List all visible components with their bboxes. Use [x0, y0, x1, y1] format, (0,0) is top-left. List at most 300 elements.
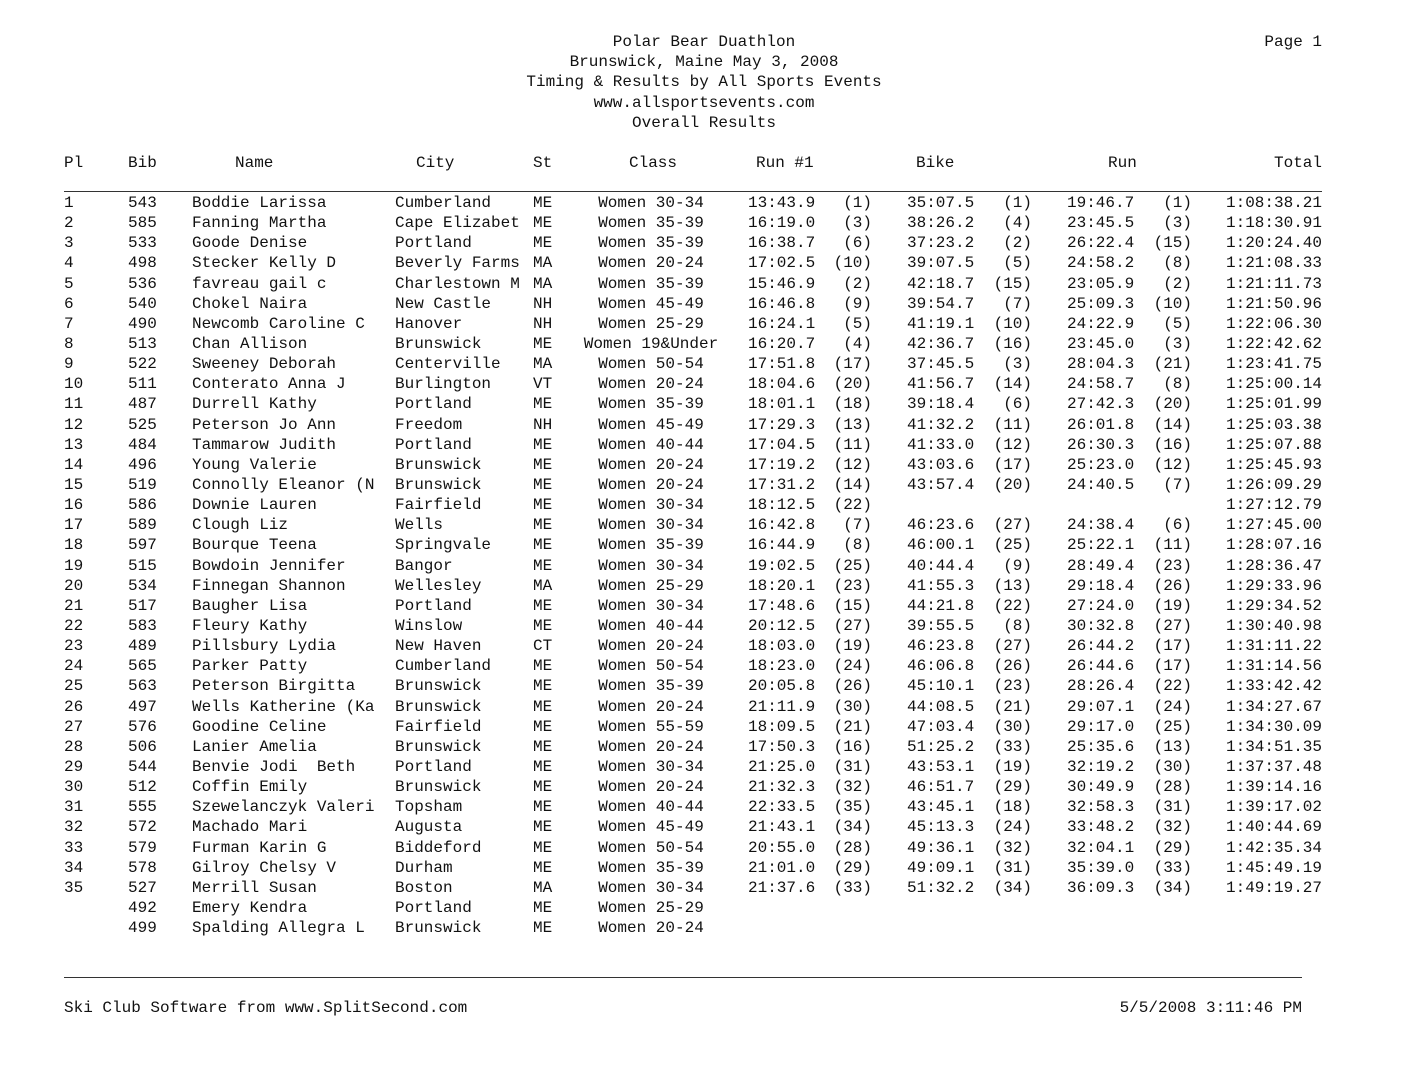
class-cell: Women 20-24 — [598, 697, 704, 716]
total-time-cell: 1:27:45.00 — [1225, 516, 1322, 535]
bike-rank-cell: (29) — [993, 778, 1032, 797]
run-rank-cell: (22) — [1153, 677, 1192, 696]
header-divider — [64, 191, 1322, 192]
total-time-cell: 1:08:38.21 — [1225, 194, 1322, 212]
timing-website: www.allsportsevents.com — [593, 93, 815, 112]
run1-time-cell: 20:05.8 — [748, 677, 816, 696]
results-table — [0, 193, 1408, 938]
total-time-cell: 1:25:45.93 — [1225, 455, 1322, 474]
total-time-cell: 1:21:11.73 — [1225, 274, 1322, 293]
bib-cell: 513 — [128, 334, 157, 353]
bike-rank-cell: (12) — [993, 435, 1032, 454]
bike-rank-cell: (2) — [1003, 234, 1032, 253]
run-time-cell: 32:19.2 — [1067, 757, 1135, 776]
state-cell: ME — [533, 677, 553, 696]
col-header-bib: Bib — [128, 154, 157, 172]
run-time-cell: 25:35.6 — [1067, 737, 1135, 756]
place-cell: 6 — [64, 294, 74, 313]
bike-time-cell: 41:56.7 — [907, 375, 975, 394]
run1-time-cell: 16:38.7 — [748, 234, 816, 253]
name-cell: Baugher Lisa — [192, 596, 308, 615]
bib-cell: 498 — [128, 254, 157, 273]
run1-time-cell: 18:12.5 — [748, 496, 816, 515]
run-rank-cell: (13) — [1153, 737, 1192, 756]
run1-time-cell: 17:50.3 — [748, 737, 816, 756]
name-cell: Lanier Amelia — [192, 737, 317, 756]
run-rank-cell: (2) — [1163, 274, 1192, 293]
city-cell: Cape Elizabet — [395, 214, 520, 233]
run-time-cell: 26:22.4 — [1067, 234, 1135, 253]
bike-rank-cell: (21) — [993, 697, 1032, 716]
run1-time-cell: 17:19.2 — [748, 455, 816, 474]
bib-cell: 543 — [128, 194, 157, 212]
run-time-cell: 24:58.2 — [1067, 254, 1135, 273]
table-row — [0, 354, 1408, 374]
bib-cell: 512 — [128, 778, 157, 797]
col-header-class: Class — [629, 154, 678, 172]
state-cell: ME — [533, 737, 553, 756]
run1-rank-cell: (18) — [833, 395, 872, 414]
run1-rank-cell: (10) — [833, 254, 872, 273]
place-cell: 7 — [64, 314, 74, 333]
run1-time-cell: 17:29.3 — [748, 415, 816, 434]
run-time-cell: 23:45.0 — [1067, 334, 1135, 353]
run1-time-cell: 20:12.5 — [748, 616, 816, 635]
table-row — [0, 838, 1408, 858]
table-row — [0, 616, 1408, 636]
run1-time-cell: 15:46.9 — [748, 274, 816, 293]
total-time-cell: 1:28:36.47 — [1225, 556, 1322, 575]
place-cell: 18 — [64, 536, 84, 555]
state-cell: ME — [533, 435, 553, 454]
name-cell: Machado Mari — [192, 818, 308, 837]
name-cell: Gilroy Chelsy V — [192, 858, 337, 877]
table-row — [0, 737, 1408, 757]
bike-time-cell: 43:03.6 — [907, 455, 975, 474]
bib-cell: 585 — [128, 214, 157, 233]
place-cell: 19 — [64, 556, 84, 575]
total-time-cell: 1:42:35.34 — [1225, 838, 1322, 857]
column-headers — [0, 153, 1408, 174]
run1-rank-cell: (33) — [833, 878, 872, 897]
run1-time-cell: 16:42.8 — [748, 516, 816, 535]
city-cell: Topsham — [395, 798, 463, 817]
run-time-cell: 26:44.2 — [1067, 637, 1135, 656]
place-cell: 33 — [64, 838, 84, 857]
run1-rank-cell: (31) — [833, 757, 872, 776]
bike-rank-cell: (5) — [1003, 254, 1032, 273]
run1-time-cell: 13:43.9 — [748, 194, 816, 212]
run-time-cell: 36:09.3 — [1067, 878, 1135, 897]
timing-credit: Timing & Results by All Sports Events — [526, 73, 882, 92]
run-rank-cell: (3) — [1163, 334, 1192, 353]
table-row — [0, 394, 1408, 414]
class-cell: Women 35-39 — [598, 536, 704, 555]
run1-rank-cell: (13) — [833, 415, 872, 434]
run1-rank-cell: (29) — [833, 858, 872, 877]
footer-divider — [64, 977, 1302, 978]
class-cell: Women 20-24 — [598, 778, 704, 797]
bib-cell: 496 — [128, 455, 157, 474]
run-time-cell: 28:04.3 — [1067, 355, 1135, 374]
bike-time-cell: 42:36.7 — [907, 334, 975, 353]
run-rank-cell: (14) — [1153, 415, 1192, 434]
run1-time-cell: 21:43.1 — [748, 818, 816, 837]
state-cell: ME — [533, 516, 553, 535]
run1-rank-cell: (30) — [833, 697, 872, 716]
class-cell: Women 25-29 — [598, 314, 704, 333]
run1-time-cell: 16:44.9 — [748, 536, 816, 555]
table-row — [0, 777, 1408, 797]
run1-rank-cell: (21) — [833, 717, 872, 736]
place-cell: 27 — [64, 717, 84, 736]
class-cell: Women 19&Under — [583, 334, 719, 353]
bike-rank-cell: (34) — [993, 878, 1032, 897]
bike-rank-cell: (27) — [993, 637, 1032, 656]
bike-rank-cell: (8) — [1003, 616, 1032, 635]
city-cell: Portland — [395, 757, 472, 776]
name-cell: Spalding Allegra L — [192, 919, 365, 938]
run-time-cell: 19:46.7 — [1067, 194, 1135, 212]
bike-time-cell: 39:54.7 — [907, 294, 975, 313]
city-cell: Portland — [395, 435, 472, 454]
bib-cell: 563 — [128, 677, 157, 696]
name-cell: Peterson Jo Ann — [192, 415, 337, 434]
state-cell: CT — [533, 637, 553, 656]
run1-rank-cell: (11) — [833, 435, 872, 454]
report-subtitle: Overall Results — [631, 113, 777, 132]
bike-rank-cell: (23) — [993, 677, 1032, 696]
total-time-cell: 1:23:41.75 — [1225, 355, 1322, 374]
run-rank-cell: (8) — [1163, 375, 1192, 394]
run1-time-cell: 21:25.0 — [748, 757, 816, 776]
state-cell: ME — [533, 214, 553, 233]
name-cell: Sweeney Deborah — [192, 355, 337, 374]
bib-cell: 527 — [128, 878, 157, 897]
name-cell: favreau gail c — [192, 274, 327, 293]
run1-time-cell: 20:55.0 — [748, 838, 816, 857]
name-cell: Chokel Naira — [192, 294, 308, 313]
bike-time-cell: 38:26.2 — [907, 214, 975, 233]
place-cell: 4 — [64, 254, 74, 273]
bib-cell: 536 — [128, 274, 157, 293]
place-cell: 22 — [64, 616, 84, 635]
state-cell: ME — [533, 616, 553, 635]
total-time-cell: 1:39:17.02 — [1225, 798, 1322, 817]
name-cell: Newcomb Caroline C — [192, 314, 365, 333]
place-cell: 14 — [64, 455, 84, 474]
run-rank-cell: (20) — [1153, 395, 1192, 414]
run1-rank-cell: (20) — [833, 375, 872, 394]
run1-time-cell: 16:46.8 — [748, 294, 816, 313]
city-cell: Portland — [395, 596, 472, 615]
class-cell: Women 20-24 — [598, 737, 704, 756]
state-cell: ME — [533, 496, 553, 515]
bike-rank-cell: (9) — [1003, 556, 1032, 575]
city-cell: Cumberland — [395, 657, 492, 676]
city-cell: Burlington — [395, 375, 492, 394]
city-cell: Cumberland — [395, 194, 492, 212]
bike-time-cell: 51:25.2 — [907, 737, 975, 756]
name-cell: Tammarow Judith — [192, 435, 337, 454]
bike-rank-cell: (3) — [1003, 355, 1032, 374]
bike-time-cell: 46:51.7 — [907, 778, 975, 797]
run-rank-cell: (7) — [1163, 475, 1192, 494]
place-cell: 35 — [64, 878, 84, 897]
total-time-cell: 1:40:44.69 — [1225, 818, 1322, 837]
name-cell: Pillsbury Lydia — [192, 637, 337, 656]
bike-time-cell: 43:45.1 — [907, 798, 975, 817]
report-header — [0, 32, 1408, 133]
run1-rank-cell: (2) — [843, 274, 872, 293]
bike-rank-cell: (13) — [993, 576, 1032, 595]
place-cell: 1 — [64, 194, 74, 212]
place-cell: 29 — [64, 757, 84, 776]
class-cell: Women 20-24 — [598, 375, 704, 394]
run1-rank-cell: (28) — [833, 838, 872, 857]
bib-cell: 525 — [128, 415, 157, 434]
run1-rank-cell: (1) — [843, 194, 872, 212]
table-row — [0, 334, 1408, 354]
city-cell: Brunswick — [395, 697, 482, 716]
state-cell: ME — [533, 475, 553, 494]
bib-cell: 484 — [128, 435, 157, 454]
bike-time-cell: 44:08.5 — [907, 697, 975, 716]
total-time-cell: 1:25:03.38 — [1225, 415, 1322, 434]
name-cell: Chan Allison — [192, 334, 308, 353]
bike-time-cell: 46:23.8 — [907, 637, 975, 656]
run1-rank-cell: (14) — [833, 475, 872, 494]
total-time-cell: 1:31:11.22 — [1225, 637, 1322, 656]
table-row — [0, 233, 1408, 253]
run-rank-cell: (19) — [1153, 596, 1192, 615]
class-cell: Women 30-34 — [598, 878, 704, 897]
bike-rank-cell: (4) — [1003, 214, 1032, 233]
total-time-cell: 1:34:30.09 — [1225, 717, 1322, 736]
name-cell: Boddie Larissa — [192, 194, 327, 212]
total-time-cell: 1:22:06.30 — [1225, 314, 1322, 333]
table-row — [0, 636, 1408, 656]
city-cell: Bangor — [395, 556, 453, 575]
class-cell: Women 20-24 — [598, 254, 704, 273]
run1-rank-cell: (16) — [833, 737, 872, 756]
table-row — [0, 455, 1408, 475]
bike-time-cell: 43:57.4 — [907, 475, 975, 494]
name-cell: Young Valerie — [192, 455, 317, 474]
bib-cell: 589 — [128, 516, 157, 535]
class-cell: Women 30-34 — [598, 596, 704, 615]
run1-time-cell: 21:11.9 — [748, 697, 816, 716]
bib-cell: 540 — [128, 294, 157, 313]
bike-time-cell: 41:55.3 — [907, 576, 975, 595]
bike-rank-cell: (20) — [993, 475, 1032, 494]
run-time-cell: 25:23.0 — [1067, 455, 1135, 474]
bike-rank-cell: (16) — [993, 334, 1032, 353]
bike-rank-cell: (11) — [993, 415, 1032, 434]
bike-rank-cell: (15) — [993, 274, 1032, 293]
bib-cell: 578 — [128, 858, 157, 877]
run1-time-cell: 17:02.5 — [748, 254, 816, 273]
place-cell: 12 — [64, 415, 84, 434]
total-time-cell: 1:33:42.42 — [1225, 677, 1322, 696]
state-cell: ME — [533, 798, 553, 817]
class-cell: Women 30-34 — [598, 516, 704, 535]
bike-time-cell: 39:07.5 — [907, 254, 975, 273]
run1-rank-cell: (19) — [833, 637, 872, 656]
bike-rank-cell: (22) — [993, 596, 1032, 615]
run-time-cell: 24:58.7 — [1067, 375, 1135, 394]
run1-rank-cell: (7) — [843, 516, 872, 535]
bib-cell: 597 — [128, 536, 157, 555]
state-cell: NH — [533, 314, 553, 333]
place-cell: 32 — [64, 818, 84, 837]
table-row — [0, 415, 1408, 435]
place-cell: 31 — [64, 798, 84, 817]
run1-rank-cell: (3) — [843, 214, 872, 233]
total-time-cell: 1:31:14.56 — [1225, 657, 1322, 676]
run-rank-cell: (11) — [1153, 536, 1192, 555]
name-cell: Peterson Birgitta — [192, 677, 356, 696]
state-cell: MA — [533, 274, 553, 293]
total-time-cell: 1:26:09.29 — [1225, 475, 1322, 494]
run-time-cell: 35:39.0 — [1067, 858, 1135, 877]
city-cell: Brunswick — [395, 919, 482, 938]
bib-cell: 511 — [128, 375, 157, 394]
state-cell: ME — [533, 334, 553, 353]
state-cell: ME — [533, 556, 553, 575]
bike-time-cell: 39:18.4 — [907, 395, 975, 414]
run-time-cell: 23:45.5 — [1067, 214, 1135, 233]
run-time-cell: 29:18.4 — [1067, 576, 1135, 595]
run-rank-cell: (29) — [1153, 838, 1192, 857]
total-time-cell: 1:29:34.52 — [1225, 596, 1322, 615]
run-rank-cell: (17) — [1153, 657, 1192, 676]
col-header-bike: Bike — [916, 154, 955, 172]
table-row — [0, 757, 1408, 777]
table-row — [0, 556, 1408, 576]
bib-cell: 487 — [128, 395, 157, 414]
total-time-cell: 1:25:00.14 — [1225, 375, 1322, 394]
run1-rank-cell: (5) — [843, 314, 872, 333]
total-time-cell: 1:29:33.96 — [1225, 576, 1322, 595]
page-number: Page 1 — [1264, 33, 1322, 51]
total-time-cell: 1:37:37.48 — [1225, 757, 1322, 776]
state-cell: MA — [533, 254, 553, 273]
place-cell: 17 — [64, 516, 84, 535]
run-time-cell: 27:24.0 — [1067, 596, 1135, 615]
run1-rank-cell: (8) — [843, 536, 872, 555]
total-time-cell: 1:21:08.33 — [1225, 254, 1322, 273]
run1-time-cell: 17:31.2 — [748, 475, 816, 494]
run-time-cell: 24:38.4 — [1067, 516, 1135, 535]
place-cell: 9 — [64, 355, 74, 374]
class-cell: Women 20-24 — [598, 637, 704, 656]
run1-rank-cell: (17) — [833, 355, 872, 374]
run1-time-cell: 16:19.0 — [748, 214, 816, 233]
class-cell: Women 25-29 — [598, 898, 704, 917]
name-cell: Goodine Celine — [192, 717, 327, 736]
city-cell: Brunswick — [395, 677, 482, 696]
table-row — [0, 294, 1408, 314]
state-cell: NH — [533, 415, 553, 434]
run-rank-cell: (17) — [1153, 637, 1192, 656]
col-header-total: Total — [1273, 154, 1322, 172]
state-cell: ME — [533, 858, 553, 877]
table-row — [0, 253, 1408, 273]
bib-cell: 497 — [128, 697, 157, 716]
place-cell: 2 — [64, 214, 74, 233]
name-cell: Connolly Eleanor (N — [192, 475, 375, 494]
bike-time-cell: 43:53.1 — [907, 757, 975, 776]
run1-rank-cell: (27) — [833, 616, 872, 635]
run1-time-cell: 19:02.5 — [748, 556, 816, 575]
bike-time-cell: 46:23.6 — [907, 516, 975, 535]
run-rank-cell: (3) — [1163, 214, 1192, 233]
run-rank-cell: (23) — [1153, 556, 1192, 575]
run-time-cell: 26:01.8 — [1067, 415, 1135, 434]
state-cell: ME — [533, 657, 553, 676]
state-cell: MA — [533, 878, 553, 897]
run-time-cell: 30:32.8 — [1067, 616, 1135, 635]
run1-time-cell: 21:01.0 — [748, 858, 816, 877]
total-time-cell: 1:34:51.35 — [1225, 737, 1322, 756]
name-cell: Fanning Martha — [192, 214, 327, 233]
table-row — [0, 656, 1408, 676]
place-cell: 20 — [64, 576, 84, 595]
state-cell: MA — [533, 576, 553, 595]
run1-time-cell: 21:37.6 — [748, 878, 816, 897]
bike-rank-cell: (10) — [993, 314, 1032, 333]
run-rank-cell: (15) — [1153, 234, 1192, 253]
class-cell: Women 30-34 — [598, 194, 704, 212]
city-cell: Freedom — [395, 415, 463, 434]
run-time-cell: 33:48.2 — [1067, 818, 1135, 837]
run-rank-cell: (27) — [1153, 616, 1192, 635]
bike-rank-cell: (14) — [993, 375, 1032, 394]
bike-rank-cell: (6) — [1003, 395, 1032, 414]
total-time-cell: 1:21:50.96 — [1225, 294, 1322, 313]
bib-cell: 576 — [128, 717, 157, 736]
table-row — [0, 495, 1408, 515]
class-cell: Women 30-34 — [598, 757, 704, 776]
total-time-cell: 1:28:07.16 — [1225, 536, 1322, 555]
name-cell: Durrell Kathy — [192, 395, 317, 414]
city-cell: Springvale — [395, 536, 492, 555]
name-cell: Wells Katherine (Ka — [192, 697, 375, 716]
run-rank-cell: (21) — [1153, 355, 1192, 374]
run-rank-cell: (10) — [1153, 294, 1192, 313]
class-cell: Women 30-34 — [598, 556, 704, 575]
run-time-cell: 29:07.1 — [1067, 697, 1135, 716]
name-cell: Furman Karin G — [192, 838, 327, 857]
bike-rank-cell: (31) — [993, 858, 1032, 877]
place-cell: 34 — [64, 858, 84, 877]
col-header-state: St — [533, 154, 553, 172]
run1-time-cell: 17:51.8 — [748, 355, 816, 374]
run1-rank-cell: (25) — [833, 556, 872, 575]
name-cell: Goode Denise — [192, 234, 308, 253]
bib-cell: 489 — [128, 637, 157, 656]
bike-rank-cell: (25) — [993, 536, 1032, 555]
table-row — [0, 435, 1408, 455]
bike-rank-cell: (17) — [993, 455, 1032, 474]
bike-time-cell: 41:32.2 — [907, 415, 975, 434]
run1-rank-cell: (9) — [843, 294, 872, 313]
city-cell: Charlestown M — [395, 274, 520, 293]
bike-rank-cell: (32) — [993, 838, 1032, 857]
table-row — [0, 314, 1408, 334]
state-cell: ME — [533, 757, 553, 776]
